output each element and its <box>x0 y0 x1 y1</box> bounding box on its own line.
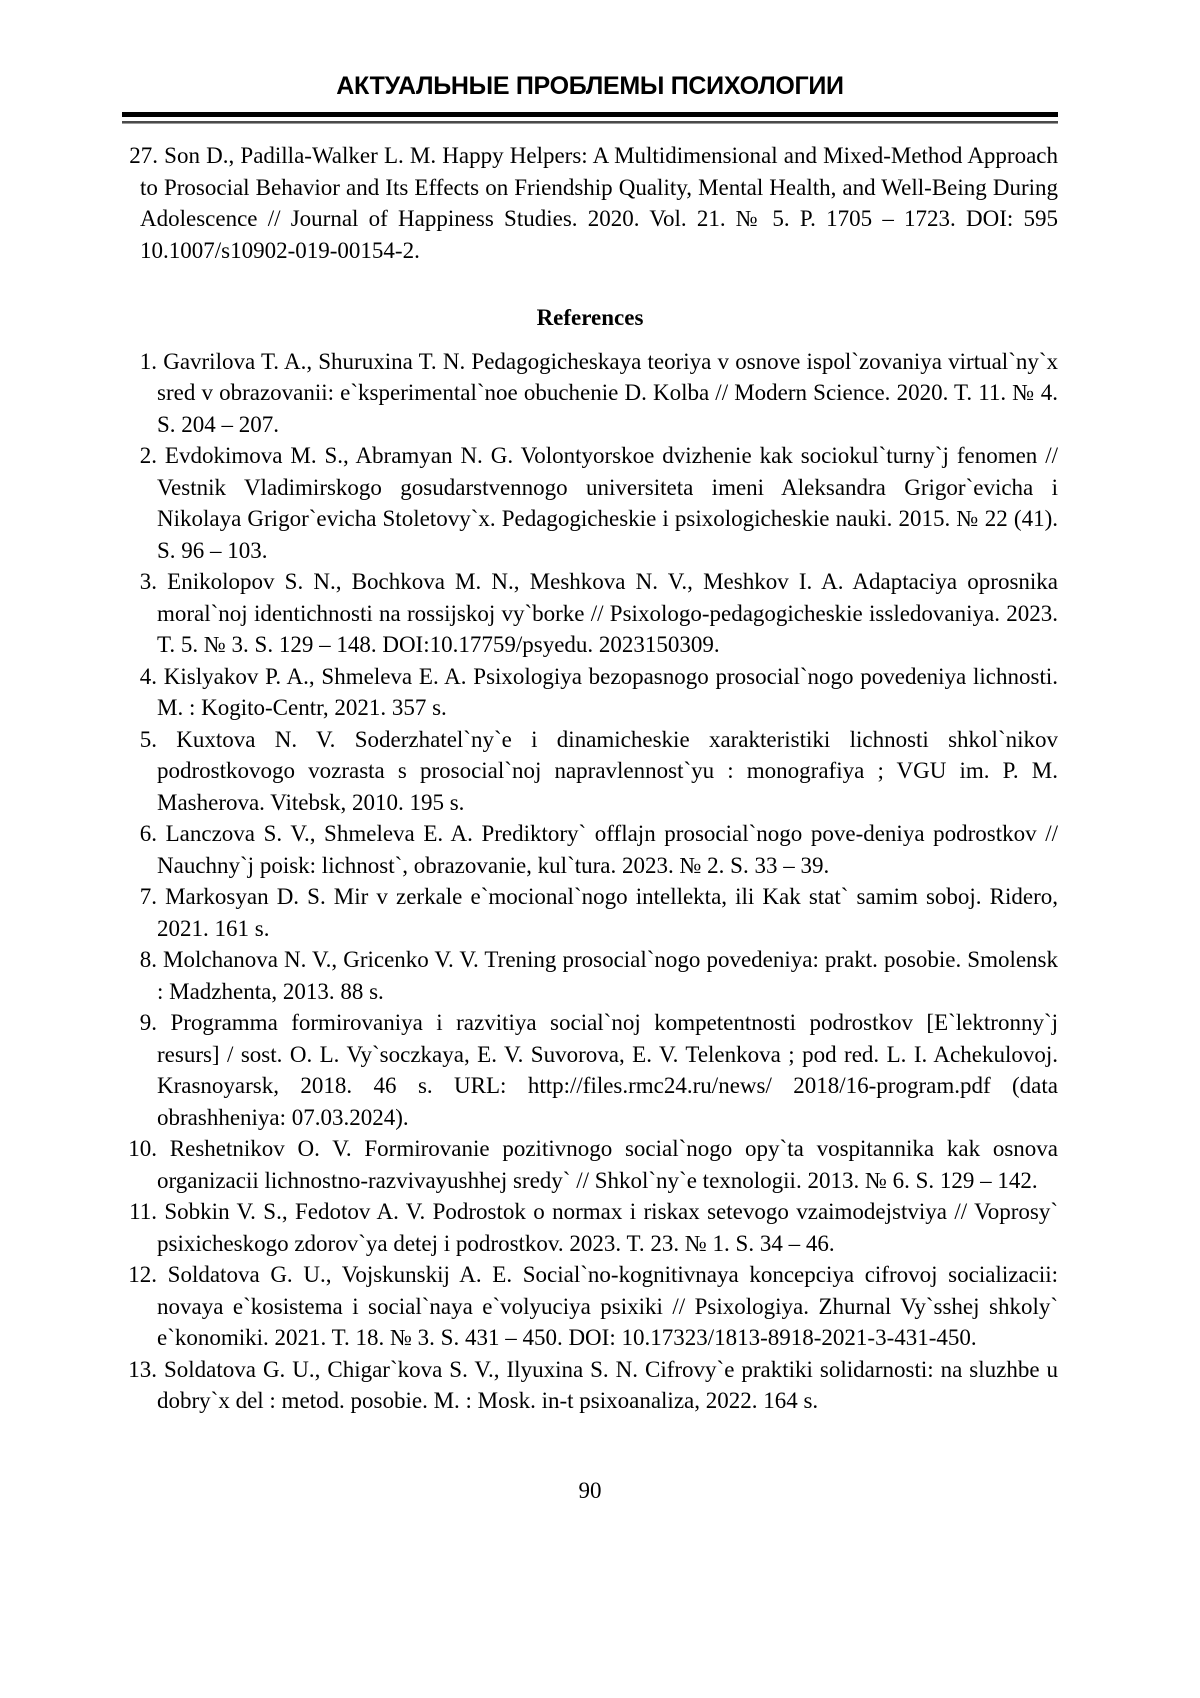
reference-item <box>122 1133 1058 1196</box>
reference-number: 9. <box>139 1010 157 1035</box>
journal-running-head: АКТУАЛЬНЫЕ ПРОБЛЕМЫ ПСИХОЛОГИИ <box>336 72 844 100</box>
reference-item <box>122 346 1058 441</box>
reference-item <box>122 440 1058 566</box>
header-rule-thick <box>122 112 1058 117</box>
reference-item <box>122 881 1058 944</box>
reference-number: 8. <box>139 947 157 972</box>
reference-text: Evdokimova M. S., Abramyan N. G. Volontyorskoe dvizhenie kak sociokul`turny`j fenomen // Vestnik Vladimirskogo gosudarstvennogo universiteta imeni Aleksandra Grigor`evicha i Nikolaya Grigor`evicha Stoletovy`x. Pedagogicheskie i psixologicheskie nauki. 2015. № 22 (41). S. 96 – 103. <box>157 443 1058 563</box>
reference-number: 2. <box>139 443 157 468</box>
reference-text: Kuxtova N. V. Soderzhatel`ny`e i dinamicheskie xarakteristiki lichnosti shkol`nikov podrostkovogo vozrasta s prosocial`noj napravlennost`yu : monografiya ; VGU im. P. M. Masherova. Vitebsk, 2010. 195 s. <box>157 726 1058 815</box>
reference-text: Programma formirovaniya i razvitiya social`noj kompetentnosti podrostkov [E`lektronny`j resurs] / sost. O. L. Vy`soczkaya, E. V. Suvorova, E. V. Telenkova ; pod red. L. I. Achekulovoj. Krasnoyarsk, 2018. 46 s. URL: http://files.rmc24.ru/news/ 2018/16-program.pdf (data obrashheniya: 07.03.2024). <box>157 1010 1058 1130</box>
reference-item <box>122 944 1058 1007</box>
reference-text: Kislyakov P. A., Shmeleva E. A. Psixologiya bezopasnogo prosocial`nogo povedeniya lichnosti. M. : Kogito-Centr, 2021. 357 s. <box>157 663 1058 720</box>
reference-text: Soldatova G. U., Chigar`kova S. V., Ilyuxina S. N. Cifrovy`e praktiki solidarnosti: na sluzhbe u dobry`x del : metod. posobie. M. : Mosk. in-t psixoanaliza, 2022. 164 s. <box>157 1356 1059 1413</box>
reference-item <box>122 1007 1058 1133</box>
reference-number: 3. <box>139 569 157 594</box>
reference-item <box>122 1196 1058 1259</box>
reference-text: Reshetnikov O. V. Formirovanie pozitivnogo social`nogo opy`ta vospitannika kak osnova organizacii lichnostno-razvivayushhej sredy` // Shkol`ny`e texnologii. 2013. № 6. S. 129 – 142. <box>157 1136 1059 1193</box>
reference-item <box>122 1354 1058 1417</box>
reference-number: 27. <box>129 143 158 168</box>
reference-item <box>122 1259 1058 1354</box>
references-list <box>122 346 1058 1417</box>
reference-number: 13. <box>128 1356 157 1382</box>
reference-item-27 <box>122 140 1058 266</box>
reference-number: 6. <box>139 821 157 846</box>
reference-item <box>122 566 1058 661</box>
page-number: 90 <box>578 1477 602 1503</box>
references-heading: References <box>536 305 644 330</box>
reference-text: Molchanova N. V., Gricenko V. V. Trening prosocial`nogo povedeniya: prakt. posobie. Smolensk : Madzhenta, 2013. 88 s. <box>157 947 1059 1004</box>
reference-number: 1. <box>139 348 157 374</box>
reference-text: Soldatova G. U., Vojskunskij A. E. Social`no-kognitivnaya koncepciya cifrovoj socializacii: novaya e`kosistema i social`naya e`volyuciya psixiki // Psixologiya. Zhurnal Vy`sshej shkoly` e`konomiki. 2021. T. 18. № 3. S. 431 – 450. DOI: 10.17323/1813-8918-2021-3-431-450. <box>157 1262 1059 1350</box>
header-rule-thin <box>122 121 1058 124</box>
reference-number: 12. <box>128 1262 157 1287</box>
reference-number: 7. <box>139 884 157 909</box>
reference-item <box>122 818 1058 881</box>
reference-number: 5. <box>139 726 157 752</box>
reference-text: Enikolopov S. N., Bochkova M. N., Meshkova N. V., Meshkov I. A. Adaptaciya oprosnika moral`noj identichnosti na rossijskoj vy`borke // Psixologo-pedagogicheskie issledovaniya. 2023. T. 5. № 3. S. 129 – 148. DOI:10.17759/psyedu. 2023150309. <box>157 569 1059 657</box>
reference-number: 11. <box>129 1199 157 1224</box>
reference-number: 10. <box>128 1136 157 1161</box>
reference-text: Lanczova S. V., Shmeleva E. A. Prediktory` offlajn prosocial`nogo pove-deniya podrostkov // Nauchny`j poisk: lichnost`, obrazovanie, kul`tura. 2023. № 2. S. 33 – 39. <box>157 821 1059 878</box>
reference-text: Markosyan D. S. Mir v zerkale e`mocional`nogo intellekta, ili Kak stat` samim soboj. Ridero, 2021. 161 s. <box>157 884 1059 941</box>
reference-item <box>122 724 1058 819</box>
reference-text: Son D., Padilla-Walker L. M. Happy Helpers: A Multidimensional and Mixed-Method Approach to Prosocial Behavior and Its Effects on Friendship Quality, Mental Health, and Well-Being During Adolescence // Journal of Happiness Studies. 2020. Vol. 21. № 5. P. 1705 – 1723. DOI: 595 10.1007/s10902-019-00154-2. <box>140 143 1059 263</box>
reference-text: Sobkin V. S., Fedotov A. V. Podrostok o normax i riskax setevogo vzaimodejstviya // Voprosy` psixicheskogo zdorov`ya detej i podrostkov. 2023. T. 23. № 1. S. 34 – 46. <box>157 1199 1059 1256</box>
reference-number: 4. <box>139 663 157 689</box>
reference-text: Gavrilova T. A., Shuruxina T. N. Pedagogicheskaya teoriya v osnove ispol`zovaniya virtual`ny`x sred v obrazovanii: e`ksperimental`noe obuchenie D. Kolba // Modern Science. 2020. T. 11. № 4. S. 204 – 207. <box>157 348 1059 437</box>
reference-item <box>122 661 1058 724</box>
